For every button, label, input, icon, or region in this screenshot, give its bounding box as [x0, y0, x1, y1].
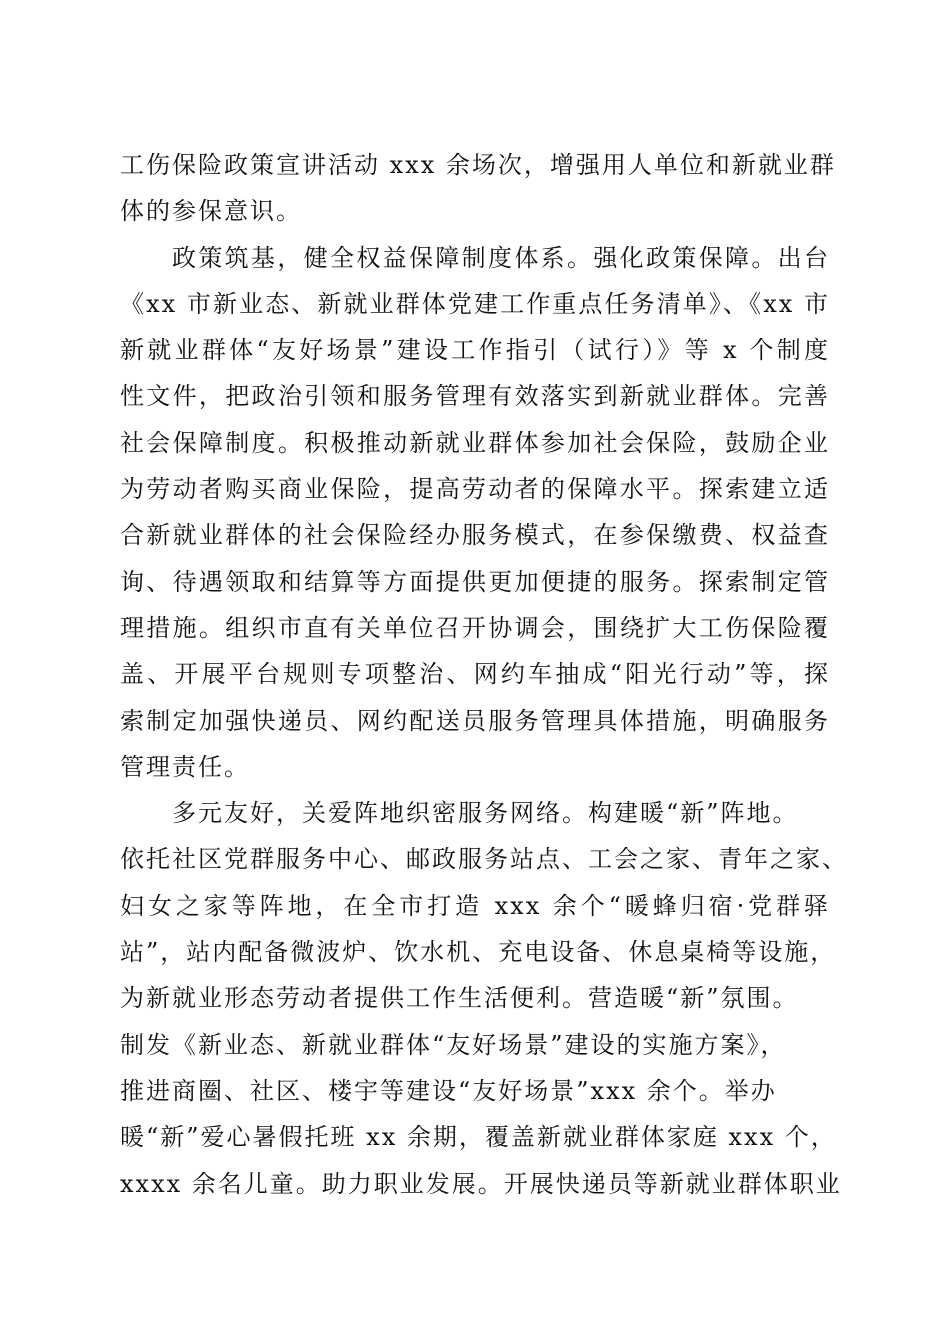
text-line: 体的参保意识。	[120, 197, 302, 226]
text-line: 推进商圈、社区、楼宇等建设“友好场景”xxx 余个。举办	[120, 1076, 777, 1105]
text-line: 盖、开展平台规则专项整治、网约车抽成“阳光行动”等，探	[120, 660, 830, 689]
paragraph-start-line: 多元友好，关爱阵地织密服务网络。构建暖“新”阵地。	[172, 799, 799, 828]
document-body	[120, 142, 848, 1207]
paragraph-start-line: 政策筑基，健全权益保障制度体系。强化政策保障。出台	[172, 243, 830, 272]
text-line: 询、待遇领取和结算等方面提供更加便捷的服务。探索制定管	[120, 567, 830, 596]
text-line: 社会保障制度。积极推动新就业群体参加社会保险，鼓励企业	[120, 428, 830, 457]
text-line: 理措施。组织市直有关单位召开协调会，围绕扩大工伤保险覆	[120, 613, 830, 642]
text-line: 暖“新”爱心暑假托班 xx 余期，覆盖新就业群体家庭 xxx 个，	[120, 1123, 837, 1152]
text-line: 妇女之家等阵地，在全市打造 xxx 余个“暖蜂归宿·党群驿	[120, 891, 830, 920]
text-line: 为劳动者购买商业保险，提高劳动者的保障水平。探索建立适	[120, 475, 830, 504]
text-line: 《xx 市新业态、新就业群体党建工作重点任务清单》、《xx 市	[120, 289, 830, 318]
text-line: 合新就业群体的社会保险经办服务模式，在参保缴费、权益查	[120, 521, 830, 550]
text-line: 新就业群体“友好场景”建设工作指引（试行）》等 x 个制度	[120, 336, 830, 365]
text-line: 性文件，把政治引领和服务管理有效落实到新就业群体。完善	[120, 382, 830, 411]
text-line: 索制定加强快递员、网约配送员服务管理具体措施，明确服务	[120, 706, 830, 735]
text-line: 为新就业形态劳动者提供工作生活便利。营造暖“新”氛围。	[120, 984, 799, 1013]
text-line: 制发《新业态、新就业群体“友好场景”建设的实施方案》，	[120, 1030, 787, 1059]
text-line: 工伤保险政策宣讲活动 xxx 余场次，增强用人单位和新就业群	[120, 151, 836, 179]
text-line: 站”，站内配备微波炉、饮水机、充电设备、休息桌椅等设施，	[120, 938, 837, 967]
text-line: xxxx 余名儿童。助力职业发展。开展快递员等新就业群体职业	[120, 1169, 842, 1198]
text-line: 管理责任。	[120, 752, 250, 781]
text-line: 依托社区党群服务中心、邮政服务站点、工会之家、青年之家、	[120, 845, 848, 874]
